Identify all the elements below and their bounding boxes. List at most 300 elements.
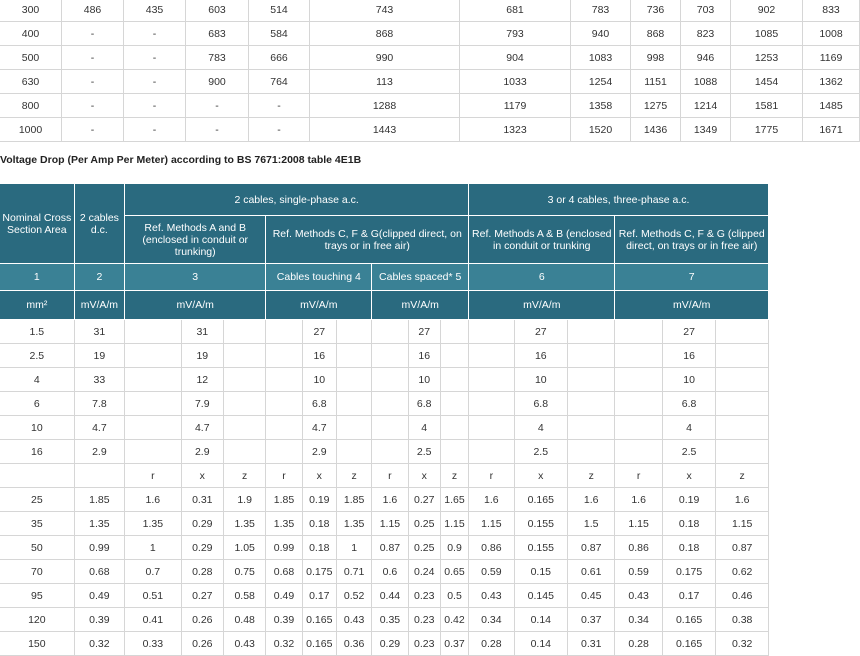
table-cell (74, 464, 124, 488)
table-cell (615, 320, 662, 344)
header-ref-cfg-three: Ref. Methods C, F & G (clipped direct, on trays or in free air) (615, 216, 769, 264)
table-cell: x (181, 464, 223, 488)
table-cell: 0.86 (615, 536, 662, 560)
table-cell: - (124, 22, 186, 46)
table-cell: r (125, 464, 182, 488)
table-cell (568, 440, 615, 464)
table-cell: x (514, 464, 567, 488)
table-cell: 0.37 (440, 632, 468, 656)
table-cell: 1454 (731, 70, 803, 94)
table-cell: x (408, 464, 440, 488)
table-cell: 868 (310, 22, 460, 46)
table-cell: 16 (302, 344, 336, 368)
current-rating-table-continuation (0, 0, 860, 142)
table-cell: 19 (74, 344, 124, 368)
table-cell: 4.7 (302, 416, 336, 440)
table-cell (223, 344, 265, 368)
table-cell: 2.5 (0, 344, 74, 368)
table-cell: - (62, 118, 124, 142)
table-cell (615, 368, 662, 392)
table-cell: 2.9 (302, 440, 336, 464)
table-cell: 1362 (803, 70, 860, 94)
table-cell: 0.27 (181, 584, 223, 608)
table-cell (372, 368, 408, 392)
table-cell: 0.29 (372, 632, 408, 656)
table-row (0, 46, 860, 70)
table-cell: 31 (74, 320, 124, 344)
table-cell: 113 (310, 70, 460, 94)
table-row (0, 512, 769, 536)
table-cell (716, 440, 769, 464)
header-unit: mV/A/m (266, 291, 372, 320)
table-cell (716, 416, 769, 440)
table-cell (615, 392, 662, 416)
table-cell: 0.41 (125, 608, 182, 632)
table-cell: 10 (408, 368, 440, 392)
table-cell: 10 (514, 368, 567, 392)
table-cell: 998 (631, 46, 681, 70)
table-cell: 0.26 (181, 632, 223, 656)
table-cell: 1253 (731, 46, 803, 70)
header-unit: mV/A/m (74, 291, 124, 320)
header-col-number: 3 (125, 264, 266, 291)
table-cell: 1.35 (266, 512, 302, 536)
table-cell: 0.145 (514, 584, 567, 608)
table-cell: 6 (0, 392, 74, 416)
table-cell (716, 368, 769, 392)
table-cell: 500 (0, 46, 62, 70)
table-cell (372, 344, 408, 368)
table-cell: 603 (186, 0, 249, 22)
table-cell: 16 (514, 344, 567, 368)
table-cell: 833 (803, 0, 860, 22)
header-col-number: 7 (615, 264, 769, 291)
table-cell (568, 392, 615, 416)
table-row (0, 344, 769, 368)
table-cell (266, 344, 302, 368)
table-cell: r (266, 464, 302, 488)
table-cell: 0.43 (223, 632, 265, 656)
table-cell: 1169 (803, 46, 860, 70)
table-cell: 1.35 (336, 512, 371, 536)
table-cell: 0.51 (125, 584, 182, 608)
table-cell: 0.43 (336, 608, 371, 632)
table-cell: 6.8 (514, 392, 567, 416)
table-cell: 0.59 (615, 560, 662, 584)
table-row (0, 440, 769, 464)
table-cell: 1.9 (223, 488, 265, 512)
table-cell: 400 (0, 22, 62, 46)
table-cell: 0.87 (372, 536, 408, 560)
table-cell: 1085 (731, 22, 803, 46)
table-cell (125, 344, 182, 368)
table-cell: - (124, 46, 186, 70)
table-cell: 0.28 (469, 632, 514, 656)
table-cell: - (124, 70, 186, 94)
header-cables-spaced: Cables spaced* 5 (372, 264, 469, 291)
table-cell: 1.35 (125, 512, 182, 536)
table-cell: 1083 (571, 46, 631, 70)
table-cell: 4 (408, 416, 440, 440)
table-cell (469, 392, 514, 416)
table-cell: 0.45 (568, 584, 615, 608)
table-row (0, 0, 860, 22)
table-cell (372, 416, 408, 440)
table-row (0, 320, 769, 344)
table-cell: 0.9 (440, 536, 468, 560)
table-cell: 0.68 (266, 560, 302, 584)
table-row (0, 608, 769, 632)
table-cell: r (615, 464, 662, 488)
table-cell: 4.7 (181, 416, 223, 440)
header-col-number: 6 (469, 264, 615, 291)
table-cell: 16 (662, 344, 715, 368)
table-cell: r (372, 464, 408, 488)
table-cell (440, 392, 468, 416)
header-cables-touching: Cables touching 4 (266, 264, 372, 291)
table-cell: 0.61 (568, 560, 615, 584)
table-cell: 764 (249, 70, 310, 94)
header-three-phase: 3 or 4 cables, three-phase a.c. (469, 184, 769, 216)
table-cell: 1443 (310, 118, 460, 142)
table-cell: 4 (514, 416, 567, 440)
table-cell: 1.15 (372, 512, 408, 536)
table-cell: 0.19 (662, 488, 715, 512)
table-cell (716, 344, 769, 368)
table-cell: - (62, 46, 124, 70)
table-cell: 1.65 (440, 488, 468, 512)
table-row (0, 368, 769, 392)
table-cell: 0.165 (302, 632, 336, 656)
table-cell: 1 (336, 536, 371, 560)
table-cell: 0.175 (302, 560, 336, 584)
table-row (0, 536, 769, 560)
table-cell: 0.59 (469, 560, 514, 584)
table-cell: - (62, 22, 124, 46)
header-ref-ab-single: Ref. Methods A and B (enclosed in conduit or trunking) (125, 216, 266, 264)
table-cell: 0.99 (266, 536, 302, 560)
table-cell: r (469, 464, 514, 488)
table-cell: 19 (181, 344, 223, 368)
table-cell: 666 (249, 46, 310, 70)
table-cell: 0.28 (181, 560, 223, 584)
table-cell: 630 (0, 70, 62, 94)
table-cell: 868 (631, 22, 681, 46)
header-ref-ab-three: Ref. Methods A & B (enclosed in conduit or trunking (469, 216, 615, 264)
table-row (0, 70, 860, 94)
table-cell: 0.23 (408, 608, 440, 632)
table-cell: 783 (186, 46, 249, 70)
table-cell: 0.32 (266, 632, 302, 656)
header-dc: 2 cables d.c. (74, 184, 124, 264)
table-cell: 1671 (803, 118, 860, 142)
table-cell: 0.155 (514, 512, 567, 536)
table-cell: 0.27 (408, 488, 440, 512)
table-cell: 1.15 (440, 512, 468, 536)
table-cell: 4.7 (74, 416, 124, 440)
table-cell (568, 344, 615, 368)
table-cell: 800 (0, 94, 62, 118)
table-cell: 1520 (571, 118, 631, 142)
table-cell: 0.165 (302, 608, 336, 632)
table-cell: z (336, 464, 371, 488)
table-cell: 2.5 (662, 440, 715, 464)
table-cell (125, 440, 182, 464)
table-cell (469, 440, 514, 464)
table-cell: 0.29 (181, 536, 223, 560)
table-cell: 0.165 (662, 608, 715, 632)
table-cell: 1.15 (615, 512, 662, 536)
table-cell: 0.38 (716, 608, 769, 632)
table-cell: 1.5 (568, 512, 615, 536)
table-cell: 1349 (681, 118, 731, 142)
table-row (0, 488, 769, 512)
header-unit: mV/A/m (372, 291, 469, 320)
table-cell (125, 392, 182, 416)
table-cell: 904 (460, 46, 571, 70)
table-cell (266, 368, 302, 392)
table-row (0, 584, 769, 608)
table-cell (568, 320, 615, 344)
table-cell: 0.43 (469, 584, 514, 608)
table-cell: 0.86 (469, 536, 514, 560)
header-col-number: 1 (0, 264, 74, 291)
table-cell: z (223, 464, 265, 488)
table-cell: 7.8 (74, 392, 124, 416)
table-cell: 0.23 (408, 632, 440, 656)
header-unit: mV/A/m (615, 291, 769, 320)
table-cell (372, 392, 408, 416)
table-cell: 0.25 (408, 512, 440, 536)
table-cell: 1581 (731, 94, 803, 118)
table-cell (0, 464, 74, 488)
table-cell: 27 (302, 320, 336, 344)
table-cell (440, 416, 468, 440)
table-cell: 50 (0, 536, 74, 560)
table-row (0, 22, 860, 46)
table-cell: 990 (310, 46, 460, 70)
table-cell (615, 416, 662, 440)
table-cell: 0.15 (514, 560, 567, 584)
table-cell: 0.75 (223, 560, 265, 584)
table-cell: 783 (571, 0, 631, 22)
header-unit: mV/A/m (469, 291, 615, 320)
table-cell: 1.6 (469, 488, 514, 512)
table-cell: 6.8 (662, 392, 715, 416)
table-cell: 0.49 (266, 584, 302, 608)
table-cell: 736 (631, 0, 681, 22)
table-cell: 0.43 (615, 584, 662, 608)
table-cell: 0.5 (440, 584, 468, 608)
table-cell (716, 392, 769, 416)
table-cell (266, 320, 302, 344)
table-cell: 0.44 (372, 584, 408, 608)
table-cell: 793 (460, 22, 571, 46)
table-cell: 0.52 (336, 584, 371, 608)
table-cell: 1179 (460, 94, 571, 118)
table-cell: 2.9 (181, 440, 223, 464)
table-cell: 1.85 (74, 488, 124, 512)
table-cell: 1436 (631, 118, 681, 142)
table-cell: 1485 (803, 94, 860, 118)
table-cell: 1214 (681, 94, 731, 118)
voltage-drop-table (0, 183, 769, 656)
table-cell (568, 368, 615, 392)
table-cell (223, 440, 265, 464)
table-cell: 6.8 (302, 392, 336, 416)
table-cell: 0.46 (716, 584, 769, 608)
table-cell: 0.31 (181, 488, 223, 512)
header-nominal-csa: Nominal Cross Section Area (0, 184, 74, 264)
table-cell (440, 440, 468, 464)
table-cell (266, 440, 302, 464)
table-cell: 0.17 (302, 584, 336, 608)
voltage-drop-title: Voltage Drop (Per Amp Per Meter) according to BS 7671:2008 table 4E1B (0, 154, 362, 166)
table-cell: - (124, 94, 186, 118)
table-cell (716, 320, 769, 344)
header-unit: mm² (0, 291, 74, 320)
table-cell: 940 (571, 22, 631, 46)
table-cell: 0.14 (514, 632, 567, 656)
table-cell: 0.33 (125, 632, 182, 656)
table-cell: 33 (74, 368, 124, 392)
table-cell: 0.26 (181, 608, 223, 632)
table-cell: 0.165 (514, 488, 567, 512)
table-cell: 150 (0, 632, 74, 656)
table-cell (336, 320, 371, 344)
table-cell: 0.39 (74, 608, 124, 632)
table-cell: 0.65 (440, 560, 468, 584)
table-cell: 0.49 (74, 584, 124, 608)
table-cell: 0.31 (568, 632, 615, 656)
table-cell: 683 (186, 22, 249, 46)
table-cell: 1.35 (74, 512, 124, 536)
table-cell (469, 320, 514, 344)
table-cell: 10 (0, 416, 74, 440)
table-cell: - (186, 118, 249, 142)
table-cell: 1254 (571, 70, 631, 94)
table-cell: 435 (124, 0, 186, 22)
table-cell: - (62, 94, 124, 118)
table-cell: - (249, 118, 310, 142)
table-cell: 703 (681, 0, 731, 22)
table-cell: 16 (0, 440, 74, 464)
table-cell: 0.58 (223, 584, 265, 608)
table-cell: z (568, 464, 615, 488)
table-cell: - (186, 94, 249, 118)
table-cell: 10 (302, 368, 336, 392)
table-cell: 0.25 (408, 536, 440, 560)
table-cell: 95 (0, 584, 74, 608)
table-cell: 2.5 (514, 440, 567, 464)
table-cell: 0.165 (662, 632, 715, 656)
table-cell: - (249, 94, 310, 118)
table-cell: 1.6 (716, 488, 769, 512)
table-cell: 946 (681, 46, 731, 70)
header-unit: mV/A/m (125, 291, 266, 320)
table-cell: 0.71 (336, 560, 371, 584)
table-cell: x (302, 464, 336, 488)
table-cell (336, 344, 371, 368)
table-cell: 1.6 (372, 488, 408, 512)
table-cell: 1.35 (223, 512, 265, 536)
table-cell (125, 368, 182, 392)
table-cell: 0.18 (302, 512, 336, 536)
table-cell: 0.36 (336, 632, 371, 656)
table-cell (469, 344, 514, 368)
table-cell: 12 (181, 368, 223, 392)
table-cell: 70 (0, 560, 74, 584)
table-cell: 0.35 (372, 608, 408, 632)
table-cell: 823 (681, 22, 731, 46)
table-cell: 0.34 (469, 608, 514, 632)
table-cell: 1288 (310, 94, 460, 118)
table-cell: 0.175 (662, 560, 715, 584)
table-cell: 0.29 (181, 512, 223, 536)
table-cell: z (440, 464, 468, 488)
table-cell: 0.32 (716, 632, 769, 656)
table-cell: 0.87 (716, 536, 769, 560)
table-cell: 0.19 (302, 488, 336, 512)
table-cell: 0.23 (408, 584, 440, 608)
table-cell: 0.18 (662, 536, 715, 560)
table-cell: 1151 (631, 70, 681, 94)
table-cell: 10 (662, 368, 715, 392)
table-cell: 1.6 (125, 488, 182, 512)
table-cell (615, 440, 662, 464)
table-cell: - (124, 118, 186, 142)
table-cell: 900 (186, 70, 249, 94)
table-cell (440, 344, 468, 368)
table-cell: 0.39 (266, 608, 302, 632)
table-cell: 486 (62, 0, 124, 22)
table-cell: 0.18 (302, 536, 336, 560)
table-row (0, 94, 860, 118)
table-cell: 35 (0, 512, 74, 536)
table-cell: 4 (662, 416, 715, 440)
table-row (0, 416, 769, 440)
table-cell: 0.37 (568, 608, 615, 632)
table-cell: 743 (310, 0, 460, 22)
table-cell: 1033 (460, 70, 571, 94)
table-cell (568, 416, 615, 440)
table-row (0, 632, 769, 656)
table-cell: 1275 (631, 94, 681, 118)
header-single-phase: 2 cables, single-phase a.c. (125, 184, 469, 216)
table-cell (266, 416, 302, 440)
table-cell: 1.85 (266, 488, 302, 512)
table-cell: 1 (125, 536, 182, 560)
table-cell (125, 320, 182, 344)
table-cell: 0.62 (716, 560, 769, 584)
table-cell: 0.68 (74, 560, 124, 584)
table-cell: 0.87 (568, 536, 615, 560)
table-cell (372, 440, 408, 464)
table-cell: x (662, 464, 715, 488)
header-ref-cfg-single: Ref. Methods C, F & G(clipped direct, on trays or in free air) (266, 216, 469, 264)
table-cell: 902 (731, 0, 803, 22)
table-cell (223, 368, 265, 392)
table-cell: 25 (0, 488, 74, 512)
table-cell (615, 344, 662, 368)
table-cell (469, 416, 514, 440)
table-cell: z (716, 464, 769, 488)
table-cell: 1.15 (716, 512, 769, 536)
rxz-label-row (0, 464, 769, 488)
table-cell: 1088 (681, 70, 731, 94)
table-cell: 27 (514, 320, 567, 344)
table-cell (223, 392, 265, 416)
